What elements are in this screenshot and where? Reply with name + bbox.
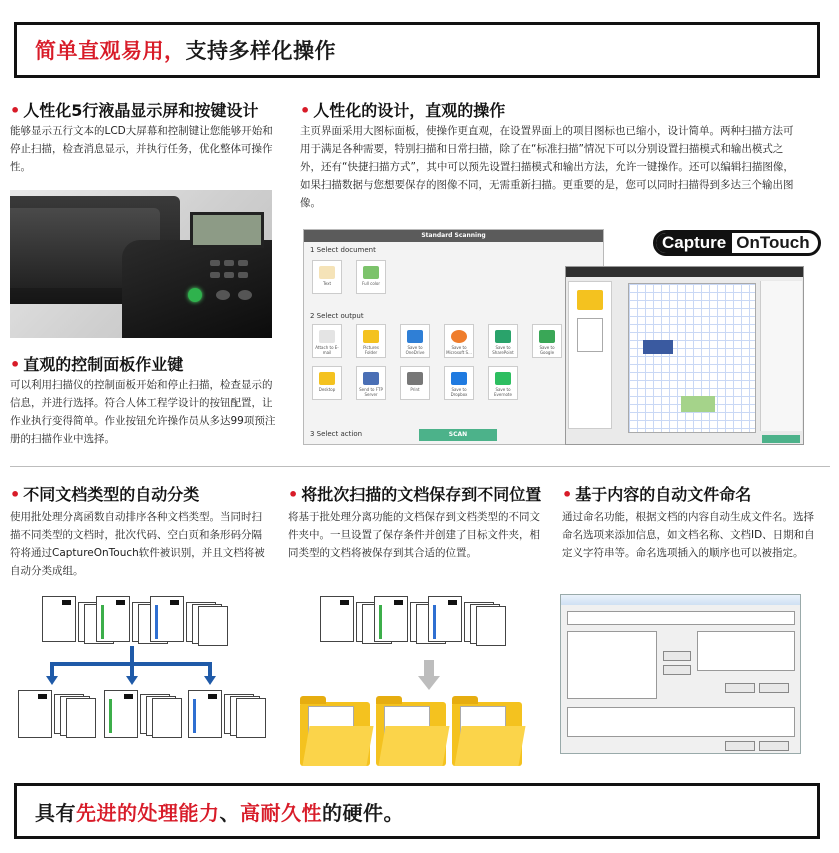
- editor-toolbar: [566, 267, 803, 277]
- bullet-icon: •: [10, 355, 21, 374]
- step-select-document: 1 Select document: [310, 246, 376, 254]
- section-title-lcd: • 人性化5行液晶显示屏和按键设计: [10, 101, 259, 120]
- top-banner: [14, 22, 820, 78]
- step-select-output: 2 Select output: [310, 312, 364, 320]
- output-tile-desktop[interactable]: Desktop: [312, 366, 342, 400]
- output-tile-email[interactable]: Attach to E-mail: [312, 324, 342, 358]
- thumbnail-panel: [568, 281, 612, 429]
- delete-button[interactable]: [663, 665, 691, 675]
- detail-settings-box: [567, 707, 795, 737]
- ok-button[interactable]: [725, 741, 755, 751]
- bullet-icon: •: [300, 101, 311, 120]
- window-title: Standard Scanning: [304, 230, 603, 242]
- cancel-button[interactable]: [759, 741, 789, 751]
- scanner-control-panel-photo: [10, 190, 272, 338]
- banner-highlight: 简单直观易用，: [35, 39, 186, 63]
- output-tile-pictures[interactable]: Pictures Folder: [356, 324, 386, 358]
- bullet-icon: •: [562, 485, 573, 504]
- banner-text: 支持多样化操作: [185, 39, 336, 63]
- down-button[interactable]: [759, 683, 789, 693]
- dialog-titlebar: [561, 595, 800, 605]
- step-select-action: 3 Select action: [310, 430, 363, 438]
- section-text-panel: 可以利用扫描仪的控制面板开始和停止扫描，检查显示的信息，并进行选择。符合人体工程学设计的按钮配置，让作业执行变得简单。作业按钮允许操作员从多达99项预注册的扫描作业中选择。: [10, 379, 276, 445]
- folder-icon: [452, 702, 522, 766]
- section-title-ui: • 人性化的设计，直观的操作: [300, 101, 506, 120]
- section-text-sort: 使用批处理分离函数自动排序各种文档类型。当同时扫描不同类型的文档时，批次代码、空白页和条形码分隔符将通过CaptureOnTouch软件被识别，并且文档将被自动分类成组。: [10, 511, 265, 577]
- selectable-items-list[interactable]: [567, 631, 657, 699]
- section-title-save: • 将批次扫描的文档保存到不同位置: [288, 485, 542, 504]
- folder-icon: [376, 702, 446, 766]
- section-title-panel: • 直观的控制面板作业键: [10, 355, 184, 374]
- output-tile-onedrive[interactable]: Save to OneDrive: [400, 324, 430, 358]
- doc-tile-full-color[interactable]: Full color: [356, 260, 386, 294]
- scanned-page-preview: [628, 283, 756, 433]
- section-text-lcd: 能够显示五行文本的LCD大屏幕和控制键让您能够开始和停止扫描，检查消息显示，并执行任务，优化整体可操作性。: [10, 125, 273, 173]
- up-button[interactable]: [725, 683, 755, 693]
- output-tile-microsoft[interactable]: Save to Microsoft S...: [444, 324, 474, 358]
- editor-settings-panel: [760, 281, 802, 431]
- bottom-banner: 具有 先进的处理能力 、 高耐久性 的硬件。: [14, 783, 820, 839]
- standard-scanning-window: [303, 229, 604, 445]
- bullet-icon: •: [10, 485, 21, 504]
- image-editor-window: [565, 266, 804, 445]
- output-tile-ftp[interactable]: Send to FTP Server: [356, 366, 386, 400]
- scan-button[interactable]: SCAN: [419, 429, 497, 441]
- section-text-naming: 通过命名功能，根据文档的内容自动生成文件名。选择命名选项来添加信息，如文档名称、文档ID、日期和自定义字符串等。命名选项插入的顺序也可以被指定。: [562, 511, 815, 559]
- captureontouch-logo: Capture OnTouch: [653, 230, 821, 256]
- section-title-naming: • 基于内容的自动文件命名: [562, 485, 752, 504]
- bullet-icon: •: [10, 101, 21, 120]
- folder-icon: [300, 702, 370, 766]
- file-name-field[interactable]: [567, 611, 795, 625]
- output-tile-google[interactable]: Save to Google: [532, 324, 562, 358]
- output-tile-evernote[interactable]: Save to Evernote: [488, 366, 518, 400]
- section-divider: [10, 466, 830, 467]
- section-text-save: 将基于批处理分离功能的文档保存到文档类型的不同文件夹中。一旦设置了保存条件并创建了目标文件夹，相同类型的文档将被保存到其合适的位置。: [288, 511, 540, 559]
- section-text-ui: 主页界面采用大图标面板，使操作更直观，在设置界面上的项目图标也已缩小，设计简单。两种扫描方法可用于满足各种需要，特别扫描和日常扫描，除了在“标准扫描”情况下可以分别设置扫描模式和输出模式之外，还有“快捷扫描方式”，其中可以预先设置扫描模式和输出方法，允许一键操作。还可以编辑扫描图像，如果扫描数据与您想要保存的图像不同，无需重新扫描。更重要的是，您可以同时扫描得到多达三个输出图像。: [300, 125, 794, 209]
- add-button[interactable]: [663, 651, 691, 661]
- file-naming-settings-dialog: [560, 594, 801, 754]
- editor-ok-button[interactable]: [762, 435, 800, 443]
- output-tile-sharepoint[interactable]: Save to SharePoint: [488, 324, 518, 358]
- bullet-icon: •: [288, 485, 299, 504]
- output-tile-dropbox[interactable]: Save to Dropbox: [444, 366, 474, 400]
- specified-items-list[interactable]: [697, 631, 795, 671]
- section-title-sort: • 不同文档类型的自动分类: [10, 485, 200, 504]
- doc-tile-text[interactable]: Text: [312, 260, 342, 294]
- output-tile-print[interactable]: Print: [400, 366, 430, 400]
